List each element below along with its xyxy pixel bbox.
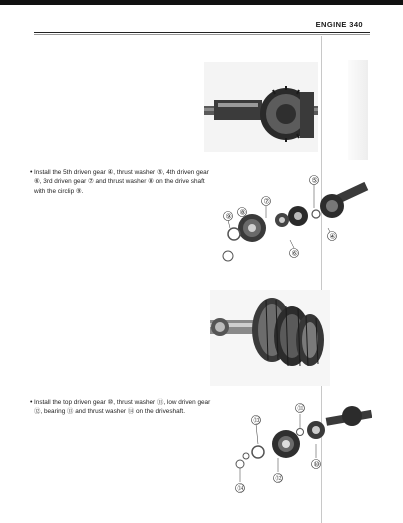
bullet-icon: • (30, 169, 33, 176)
callout-label: ⑭ (237, 484, 245, 493)
callout-label: ⑫ (275, 474, 283, 483)
callout-label: ④ (329, 232, 336, 241)
drive-shaft-part (326, 406, 372, 426)
instruction-step-1-text: Install the 5th driven gear ④, thrust washer ⑤, 4th driven gear ⑥, 3rd driven gear ⑦ and thrust washer ⑧ on the drive shaft with the circlip ⑨. (34, 169, 209, 195)
bearing-part (252, 446, 264, 458)
callout-label: ⑬ (253, 416, 261, 425)
callout-label: ⑦ (263, 197, 270, 206)
exploded-diagram-gears-1 (210, 168, 370, 268)
thrust-washer-part (297, 429, 304, 436)
circlip-part (228, 228, 240, 240)
callout-label: ⑥ (291, 249, 298, 258)
instruction-step-1 (30, 168, 214, 196)
gear-part (272, 430, 300, 458)
thrust-washer-part (312, 210, 320, 218)
instruction-step-2-text: Install the top driven gear ⑩, thrust washer ⑪, low driven gear ⑫, bearing ⑬ and thrust washer ⑭ on the driveshaft. (34, 399, 211, 416)
exploded-diagram-gears-2 (218, 394, 372, 504)
callout-label: ⑩ (313, 460, 320, 469)
photo-assembled-gear-stack (210, 290, 330, 386)
header-rule-thin (34, 34, 370, 35)
page-header-title: ENGINE 340 (315, 20, 363, 29)
page-bleed-shadow (348, 60, 368, 160)
thrust-washer-part (236, 460, 244, 468)
photo-drive-shaft-gear (204, 62, 318, 152)
callout-label: ⑤ (311, 176, 318, 185)
circlip-part (223, 251, 233, 261)
gear-part (307, 421, 325, 439)
top-border (0, 0, 403, 5)
bullet-icon: • (30, 399, 33, 406)
header-rule (34, 32, 370, 33)
gear-part (275, 206, 308, 227)
callout-label: ⑧ (239, 208, 246, 217)
thrust-washer-part (243, 453, 249, 459)
callout-label: ⑪ (297, 404, 305, 413)
instruction-step-2 (30, 398, 214, 417)
callout-label: ⑨ (225, 212, 232, 221)
drive-shaft-part (320, 182, 368, 218)
